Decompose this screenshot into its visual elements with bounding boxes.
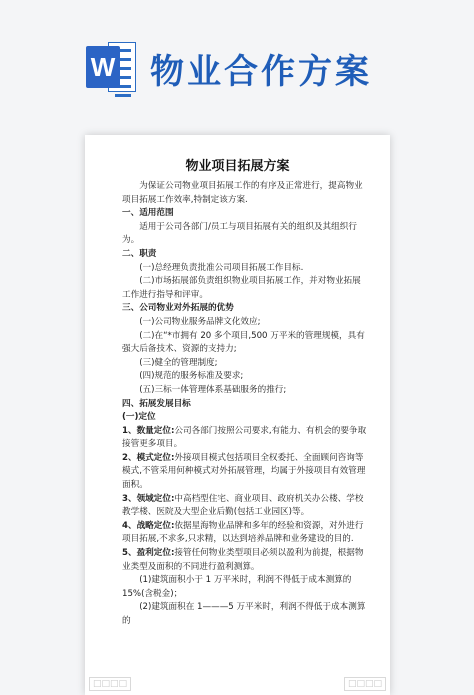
section-paragraph: (三)健全的管理制度; [139,357,218,368]
banner-title: 物业合作方案 [150,52,372,92]
section-heading: 一、适用范围 [122,208,174,219]
section-paragraph: (2)建筑面积在 1———5 万平米时，利润不得低于成本测算的 [122,602,366,626]
section-paragraph: 适用于公司各部门/员工与项目拓展有关的组织及其组织行为。 [122,221,357,246]
section-paragraph: (1)建筑面积小于 1 万平米时，利润不得低于成本测算的 15%(含税金)； [122,575,352,599]
word-logo-letter: W [86,46,120,88]
paragraph-text: 接管任何物业类型项目必须以盈利为前提，根据物业类型及面积的不同进行盈利测算。 [122,548,364,572]
word-icon [86,38,136,96]
banner [0,0,474,120]
document-body [122,180,368,629]
document-page [85,135,390,695]
paragraph-lead: 5、盈利定位: [122,548,175,559]
section-paragraph: (一)公司物业服务品牌文化效应; [139,316,261,327]
section-paragraph: (一)总经理负责批准公司项目拓展工作目标. [139,262,304,273]
paragraph-lead: 2、模式定位: [122,452,175,463]
section-heading: 四、拓展发展目标 [122,398,191,409]
section-list [122,207,368,628]
section-paragraph [122,425,368,452]
paragraph-lead: 4、战略定位: [122,520,175,531]
paragraph-text: 外接项目模式包括项目全权委托、全面顾问咨询等模式,不管采用何种模式对外拓展管理，均属于外接项目有效管理面积。 [122,452,366,491]
paragraph-lead: 3、领域定位: [122,493,175,504]
section-heading: 三、公司物业对外拓展的优势 [122,303,234,314]
paragraph-text: 公司各部门按照公司要求,有能力、有机会的要争取接管更多项目。 [122,425,367,450]
watermark-left: □□□□ [89,677,131,691]
section-paragraph: (四)规范的服务标准及要求; [139,371,244,382]
intro-paragraph: 为保证公司物业项目拓展工作的有序及正常进行，提高物业项目拓展工作效率,特制定该方案. [122,181,363,205]
paragraph-lead: 1、数量定位: [122,425,175,436]
section-heading: 二、职责 [122,248,157,259]
paragraph-text: 中高档型住宅、商业项目、政府机关办公楼、学校教学楼、医院及大型企业后勤(包括工业园区)等。 [122,493,364,518]
section-paragraph [122,520,368,547]
section-paragraph: (二)在“*市拥有 20 多个项目,500 万平米的管理规模，具有强大后备技术、资源的支持力; [122,330,365,355]
section-paragraph: (五)三标一体管理体系基础服务的推行; [139,384,287,395]
section-paragraph [122,547,368,574]
section-paragraph [122,452,368,493]
paragraph-text: 依据星海物业品牌和多年的经验和资源，对外进行项目拓展,不求多,只求精，以达到培养品牌和业务建设的目的. [122,520,364,545]
watermark-right: □□□□ [344,677,386,691]
section-paragraph [122,493,368,520]
section-paragraph: (二)市场拓展部负责组织物业项目拓展工作，并对物业拓展工作进行指导和评审。 [122,276,361,300]
section-heading: (一)定位 [122,412,156,423]
document-title: 物业项目拓展方案 [185,159,290,174]
